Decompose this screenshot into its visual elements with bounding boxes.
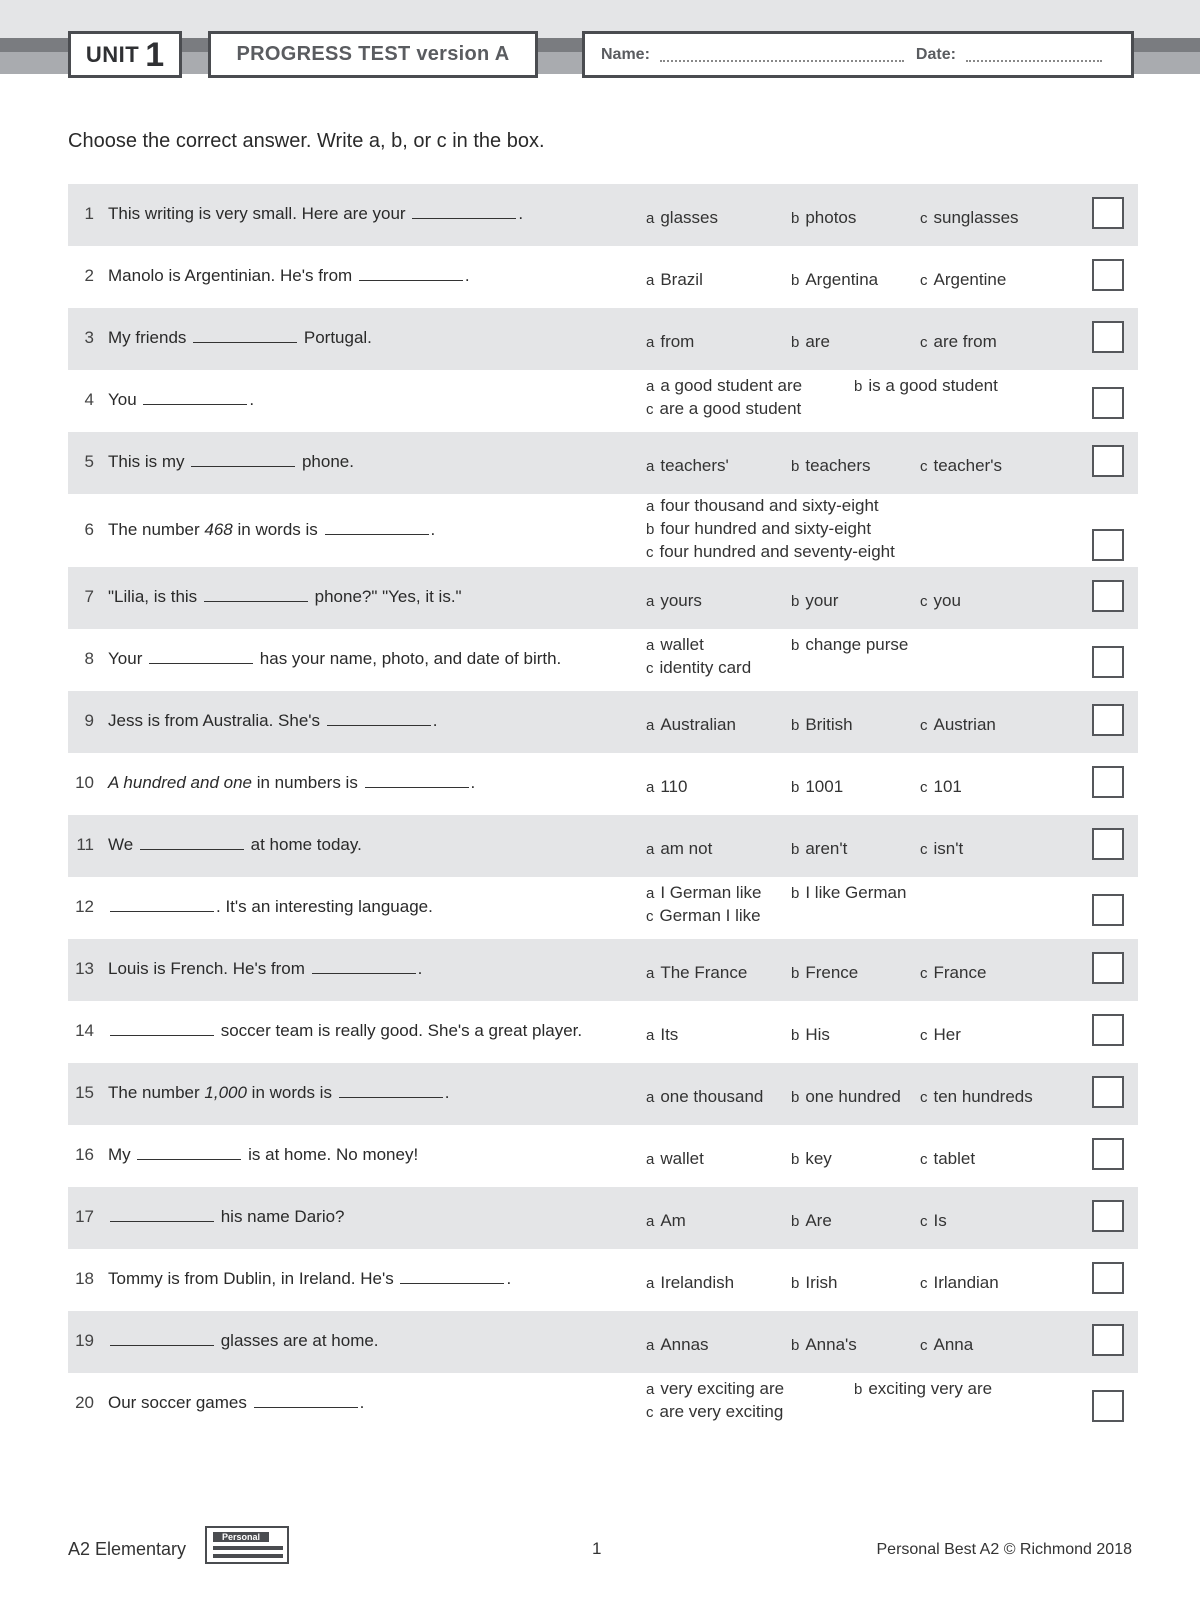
question-number: 5: [84, 452, 94, 471]
option-c: c are very exciting: [646, 1402, 784, 1421]
option-b: b exciting very are: [854, 1379, 993, 1398]
answer-blank: [143, 390, 247, 405]
option-a: a I German like: [646, 883, 762, 902]
name-field[interactable]: [660, 60, 904, 62]
question-text: his name Dario?: [108, 1207, 345, 1227]
answer-box[interactable]: [1092, 580, 1124, 612]
question-number: 12: [75, 897, 94, 916]
question-row: [68, 370, 1138, 432]
option-c: c Irlandian: [920, 1273, 999, 1292]
option-b: b photos: [791, 208, 857, 227]
option-c: c German I like: [646, 906, 761, 925]
question-number: 4: [84, 390, 94, 409]
answer-box[interactable]: [1092, 828, 1124, 860]
answer-blank: [359, 266, 463, 281]
option-a: a Irelandish: [646, 1273, 735, 1292]
option-a: a am not: [646, 839, 713, 858]
answer-box[interactable]: [1092, 1200, 1124, 1232]
option-c: c Her: [920, 1025, 961, 1044]
question-text: soccer team is really good. She's a great player.: [108, 1021, 582, 1041]
instruction-text: Choose the correct answer. Write a, b, or c in the box.: [68, 130, 545, 152]
option-a: a Australian: [646, 715, 736, 734]
footer-copyright: Personal Best A2 © Richmond 2018: [876, 1541, 1132, 1558]
question-text: Manolo is Argentinian. He's from .: [108, 266, 470, 285]
answer-box[interactable]: [1092, 1014, 1124, 1046]
question-text: My friends Portugal.: [108, 328, 372, 347]
option-a: a very exciting are: [646, 1379, 785, 1398]
option-a: a Its: [646, 1025, 679, 1044]
answer-box[interactable]: [1092, 259, 1124, 291]
option-a: a wallet: [646, 1149, 704, 1168]
option-c: c Austrian: [920, 715, 996, 734]
option-a: a Brazil: [646, 270, 703, 289]
answer-blank: [110, 1207, 214, 1222]
question-text: We at home today.: [108, 835, 362, 854]
test-title-box: [208, 31, 538, 78]
option-c: c are from: [920, 332, 997, 351]
option-c: c are a good student: [646, 399, 802, 418]
option-c: c Anna: [920, 1335, 974, 1354]
answer-box[interactable]: [1092, 387, 1124, 419]
unit-word: UNIT: [85, 41, 140, 67]
answer-blank: [149, 649, 253, 664]
answer-box[interactable]: [1092, 529, 1124, 561]
option-a: a glasses: [646, 208, 718, 227]
option-c: c France: [920, 963, 987, 982]
answer-blank: [110, 1331, 214, 1346]
answer-box[interactable]: [1092, 894, 1124, 926]
test-title: PROGRESS TEST version A: [236, 43, 510, 65]
unit-label-box: [68, 31, 182, 78]
option-b: b four hundred and sixty-eight: [646, 519, 872, 538]
option-c: c Argentine: [920, 270, 1007, 289]
option-c: c you: [920, 591, 961, 610]
answer-box[interactable]: [1092, 704, 1124, 736]
option-c: c identity card: [646, 658, 752, 677]
option-b: b aren't: [791, 839, 848, 858]
question-text: You .: [108, 390, 255, 409]
question-text: Jess is from Australia. She's .: [108, 711, 438, 730]
name-date-box: [582, 31, 1134, 78]
answer-box[interactable]: [1092, 445, 1124, 477]
question-text: My is at home. No money!: [108, 1145, 419, 1164]
answer-blank: [400, 1269, 504, 1284]
question-text: Louis is French. He's from .: [108, 959, 423, 978]
question-row: [68, 246, 1138, 308]
option-b: b are: [791, 332, 830, 351]
option-b: b His: [791, 1025, 830, 1044]
option-a: a 110: [646, 777, 688, 796]
option-a: a Am: [646, 1211, 686, 1230]
option-a: a wallet: [646, 635, 704, 654]
question-text: This writing is very small. Here are your .: [108, 204, 524, 223]
question-text: Your has your name, photo, and date of birth.: [108, 649, 562, 668]
option-a: a one thousand: [646, 1087, 764, 1106]
option-b: b teachers: [791, 456, 871, 475]
answer-box[interactable]: [1092, 1262, 1124, 1294]
question-text: Our soccer games .: [108, 1393, 365, 1412]
question-text: A hundred and one in numbers is .: [108, 773, 476, 792]
answer-blank: [110, 897, 214, 912]
question-text: . It's an interesting language.: [108, 897, 433, 917]
option-c: c teacher's: [920, 456, 1002, 475]
answer-blank: [193, 328, 297, 343]
option-a: a teachers': [646, 456, 729, 475]
answer-blank: [140, 835, 244, 850]
question-text: Tommy is from Dublin, in Ireland. He's .: [108, 1269, 512, 1288]
option-a: a from: [646, 332, 695, 351]
option-a: a Annas: [646, 1335, 709, 1354]
option-c: c tablet: [920, 1149, 976, 1168]
option-b: b Are: [791, 1211, 832, 1230]
answer-box[interactable]: [1092, 646, 1124, 678]
answer-blank: [110, 1021, 214, 1036]
answer-blank: [365, 773, 469, 788]
option-b: b is a good student: [854, 376, 998, 395]
answer-box[interactable]: [1092, 952, 1124, 984]
option-c: c ten hundreds: [920, 1087, 1033, 1106]
answer-box[interactable]: [1092, 197, 1124, 229]
option-b: b Frence: [791, 963, 859, 982]
date-label: Date:: [915, 45, 956, 63]
question-row: [68, 432, 1138, 494]
option-c: c four hundred and seventy-eight: [646, 542, 895, 561]
question-number: 17: [75, 1207, 94, 1226]
question-number: 3: [84, 328, 94, 347]
logo-text: Personal: [213, 1532, 269, 1542]
answer-blank: [339, 1083, 443, 1098]
question-number: 16: [75, 1145, 94, 1164]
unit-number: 1: [145, 35, 165, 74]
option-c: c isn't: [920, 839, 964, 858]
option-b: b Anna's: [791, 1335, 857, 1354]
question-row: [68, 1125, 1138, 1187]
question-row: [68, 691, 1138, 753]
question-number: 9: [84, 711, 94, 730]
question-number: 15: [75, 1083, 94, 1102]
question-row: [68, 753, 1138, 815]
question-row: [68, 308, 1138, 370]
question-number: 8: [84, 649, 94, 668]
answer-blank: [325, 520, 429, 535]
answer-box[interactable]: [1092, 766, 1124, 798]
question-text: The number 1,000 in words is .: [108, 1083, 450, 1102]
question-row: [68, 1063, 1138, 1125]
date-field[interactable]: [966, 60, 1102, 62]
question-row: [68, 1311, 1138, 1373]
option-b: b Argentina: [791, 270, 879, 289]
question-number: 7: [84, 587, 94, 606]
option-c: c sunglasses: [920, 208, 1019, 227]
personal-best-logo: [205, 1526, 289, 1564]
question-row: [68, 877, 1138, 939]
question-number: 14: [75, 1021, 94, 1040]
question-row: [68, 1001, 1138, 1063]
answer-box[interactable]: [1092, 1324, 1124, 1356]
question-number: 11: [76, 835, 94, 854]
option-b: b change purse: [791, 635, 909, 654]
question-number: 10: [75, 773, 94, 792]
name-label: Name:: [601, 45, 650, 63]
option-b: b key: [791, 1149, 832, 1168]
option-c: c 101: [920, 777, 962, 796]
answer-blank: [191, 452, 295, 467]
option-b: b your: [791, 591, 839, 610]
answer-blank: [312, 959, 416, 974]
answer-box[interactable]: [1092, 1390, 1124, 1422]
question-number: 19: [75, 1331, 94, 1350]
option-b: b 1001: [791, 777, 844, 796]
question-text: glasses are at home.: [108, 1331, 379, 1351]
option-c: c Is: [920, 1211, 947, 1230]
option-a: a a good student are: [646, 376, 803, 395]
question-text: This is my phone.: [108, 452, 354, 471]
question-row: [68, 494, 1138, 567]
question-row: [68, 1373, 1138, 1435]
answer-blank: [412, 204, 516, 219]
question-text: "Lilia, is this phone?" "Yes, it is.": [108, 587, 462, 606]
option-a: a yours: [646, 591, 702, 610]
question-row: [68, 939, 1138, 1001]
option-b: b British: [791, 715, 853, 734]
question-text: The number 468 in words is .: [108, 519, 436, 539]
question-row: [68, 815, 1138, 877]
question-number: 2: [84, 266, 94, 285]
option-a: a The France: [646, 963, 748, 982]
question-row: [68, 567, 1138, 629]
answer-blank: [137, 1145, 241, 1160]
answer-box[interactable]: [1092, 321, 1124, 353]
question-row: [68, 1187, 1138, 1249]
page-number: 1: [592, 1539, 602, 1558]
footer-level: A2 Elementary: [68, 1539, 187, 1559]
option-a: a four thousand and sixty-eight: [646, 496, 879, 515]
answer-blank: [204, 587, 308, 602]
question-number: 20: [75, 1393, 94, 1412]
answer-box[interactable]: [1092, 1076, 1124, 1108]
option-b: b one hundred: [791, 1087, 901, 1106]
answer-box[interactable]: [1092, 1138, 1124, 1170]
option-b: b Irish: [791, 1273, 838, 1292]
question-number: 18: [75, 1269, 94, 1288]
question-number: 13: [75, 959, 94, 978]
option-b: b I like German: [791, 883, 907, 902]
question-row: [68, 629, 1138, 691]
question-number: 1: [84, 204, 94, 223]
answer-blank: [254, 1393, 358, 1408]
question-row: [68, 1249, 1138, 1311]
answer-blank: [327, 711, 431, 726]
question-row: [68, 184, 1138, 246]
question-list: [68, 184, 1138, 1435]
question-number: 6: [84, 519, 94, 539]
